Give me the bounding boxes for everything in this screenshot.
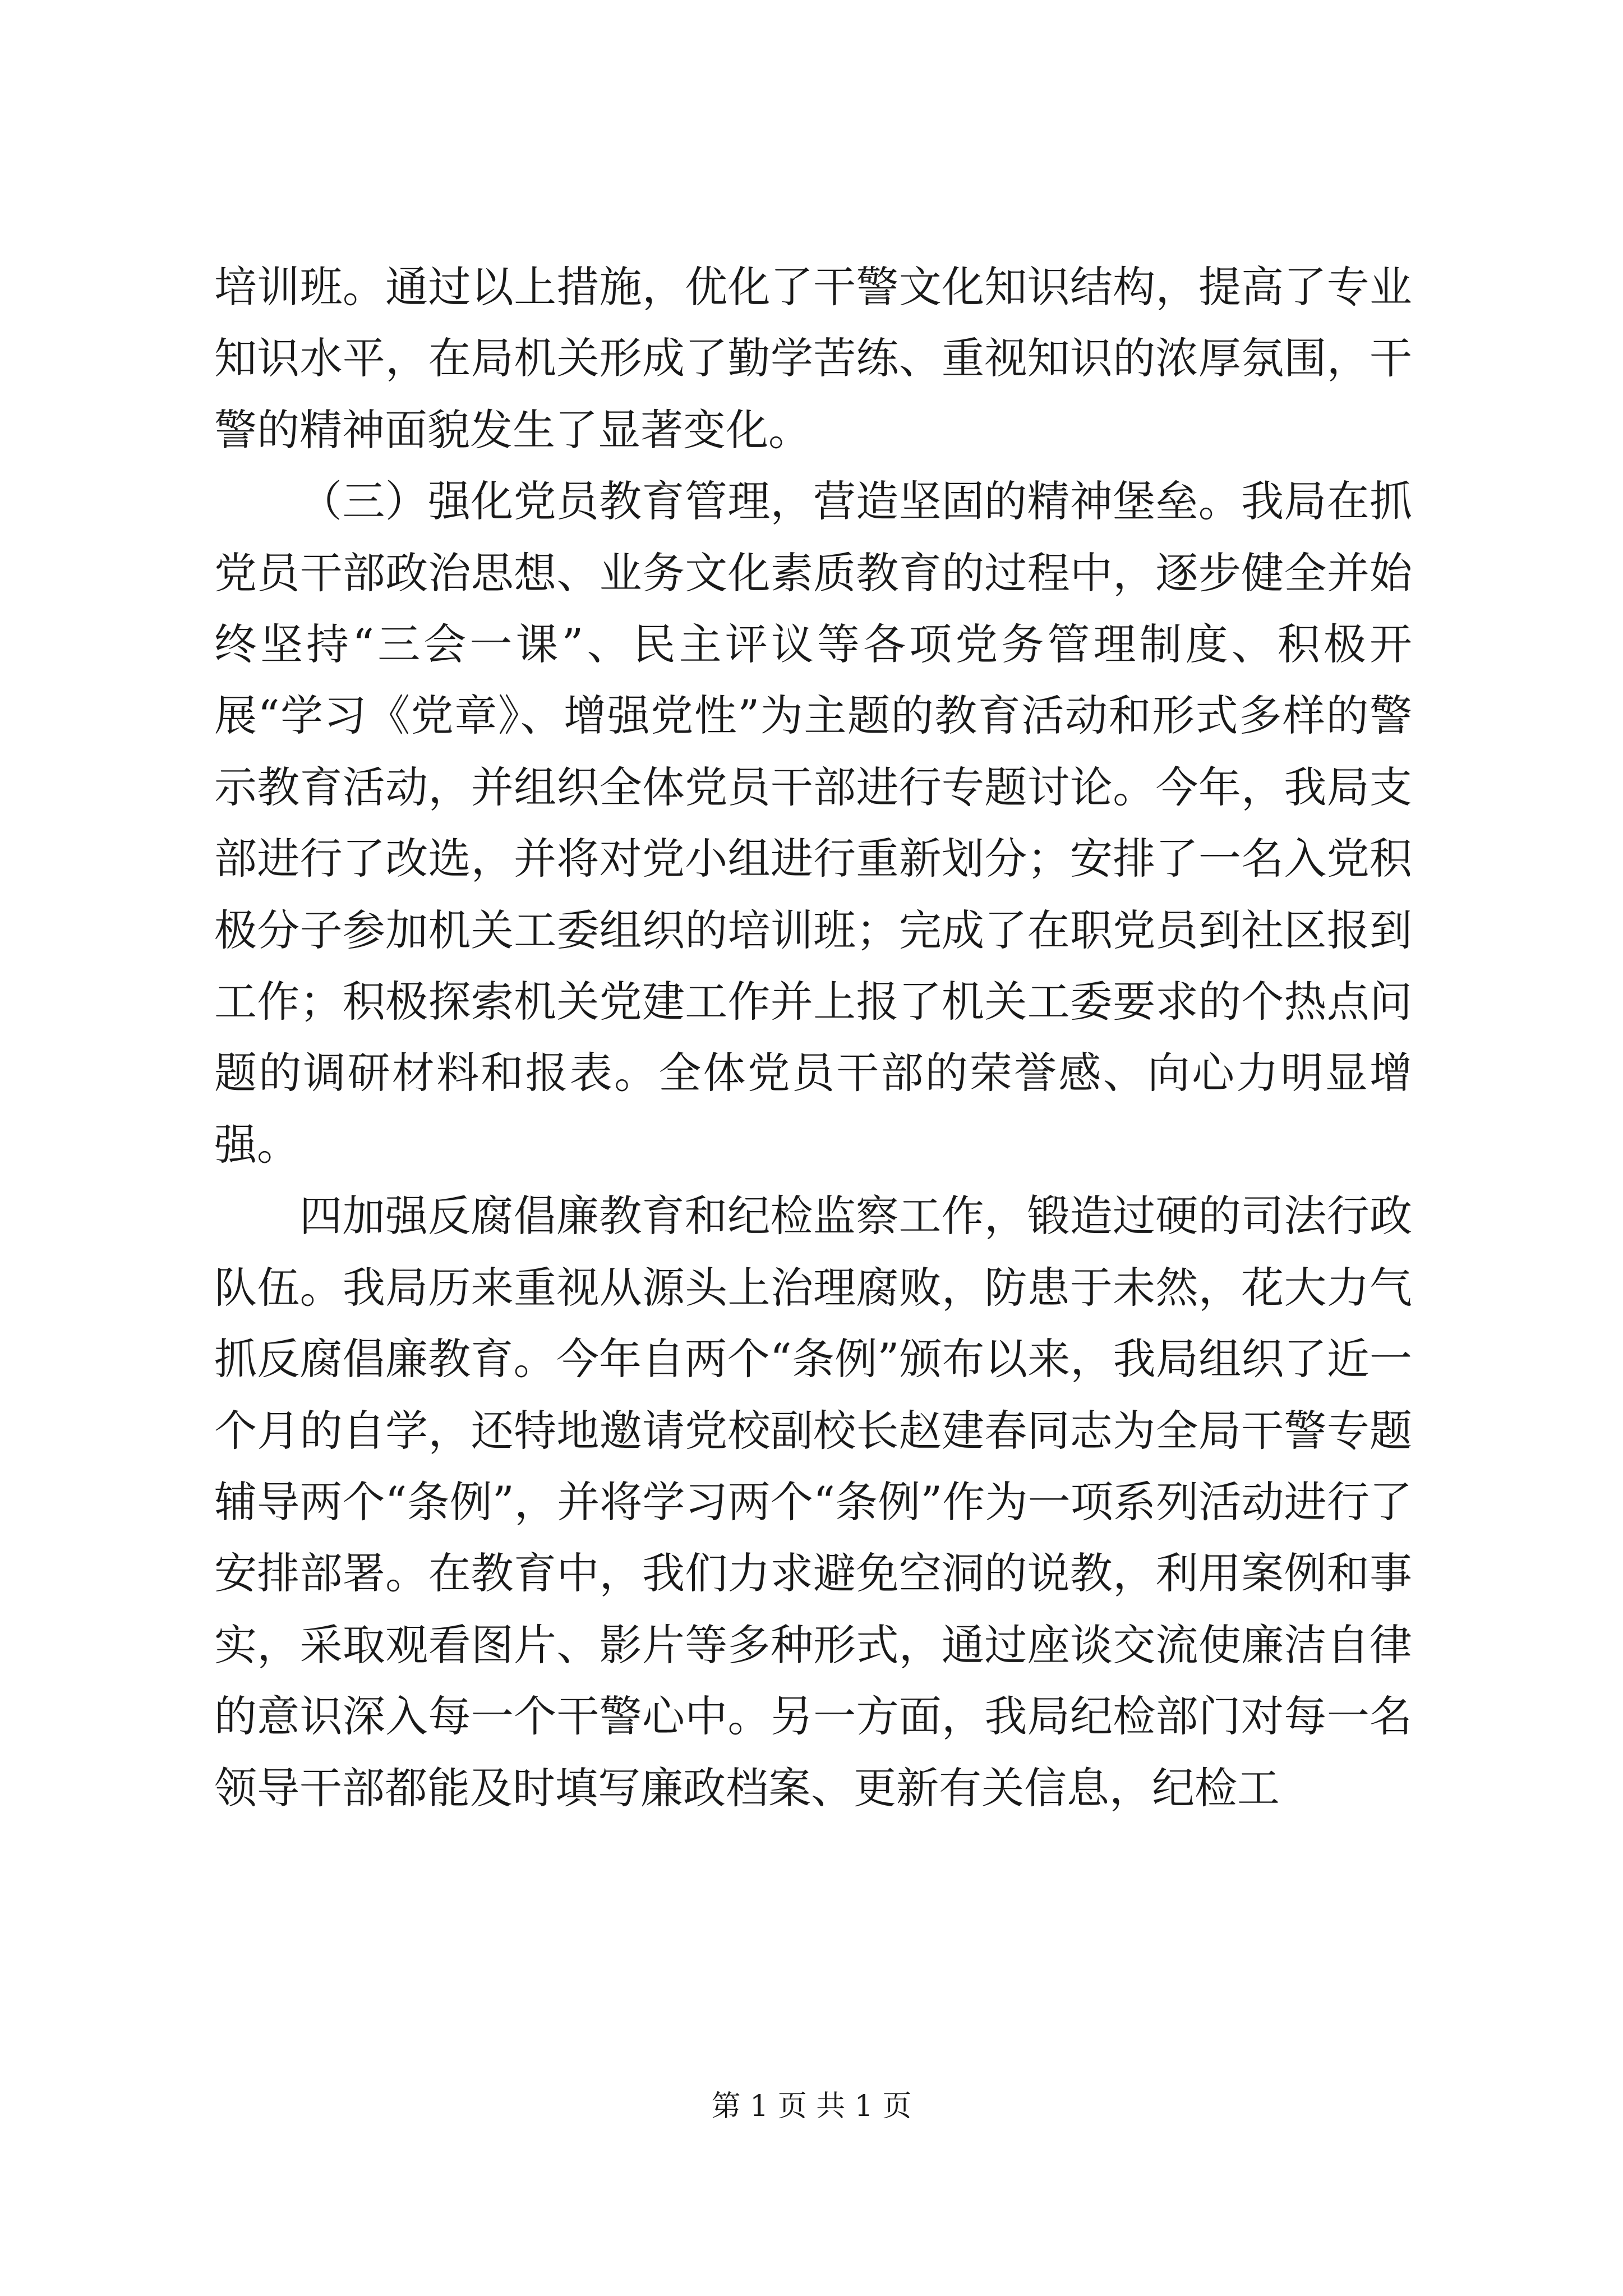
paragraph-2: （三）强化党员教育管理，营造坚固的精神堡垒。我局在抓党员干部政治思想、业务文化素质教育的过程中，逐步健全并始终坚持“三会一课”、民主评议等各项党务管理制度、积极开展“学习《党章》、增强党性”为主题的教育活动和形式多样的警示教育活动，并组织全体党员干部进行专题讨论。今年，我局支部进行了改选，并将对党小组进行重新划分；安排了一名入党积极分子参加机关工委组织的培训班；完成了在职党员到社区报到工作；积极探索机关党建工作并上报了机关工委要求的个热点问题的调研材料和报表。全体党员干部的荣誉感、向心力明显增强。 <box>214 476 1412 1170</box>
page-footer: 第 1 页 共 1 页 <box>711 2090 912 2123</box>
paragraph-1: 培训班。通过以上措施，优化了干警文化知识结构，提高了专业知识水平，在局机关形成了勤学苦练、重视知识的浓厚氛围，干警的精神面貌发生了显著变化。 <box>214 262 1412 455</box>
paragraph-3: 四加强反腐倡廉教育和纪检监察工作，锻造过硬的司法行政队伍。我局历来重视从源头上治理腐败，防患于未然，花大力气抓反腐倡廉教育。今年自两个“条例”颁布以来，我局组织了近一个月的自学，还特地邀请党校副校长赵建春同志为全局干警专题辅导两个“条例”，并将学习两个“条例”作为一项系列活动进行了安排部署。在教育中，我们力求避免空洞的说教，利用案例和事实，采取观看图片、影片等多种形式，通过座谈交流使廉洁自律的意识深入每一个干警心中。另一方面，我局纪检部门对每一名领导干部都能及时填写廉政档案、更新有关信息，纪检工 <box>214 1191 1412 1813</box>
document-body <box>214 251 1412 1824</box>
